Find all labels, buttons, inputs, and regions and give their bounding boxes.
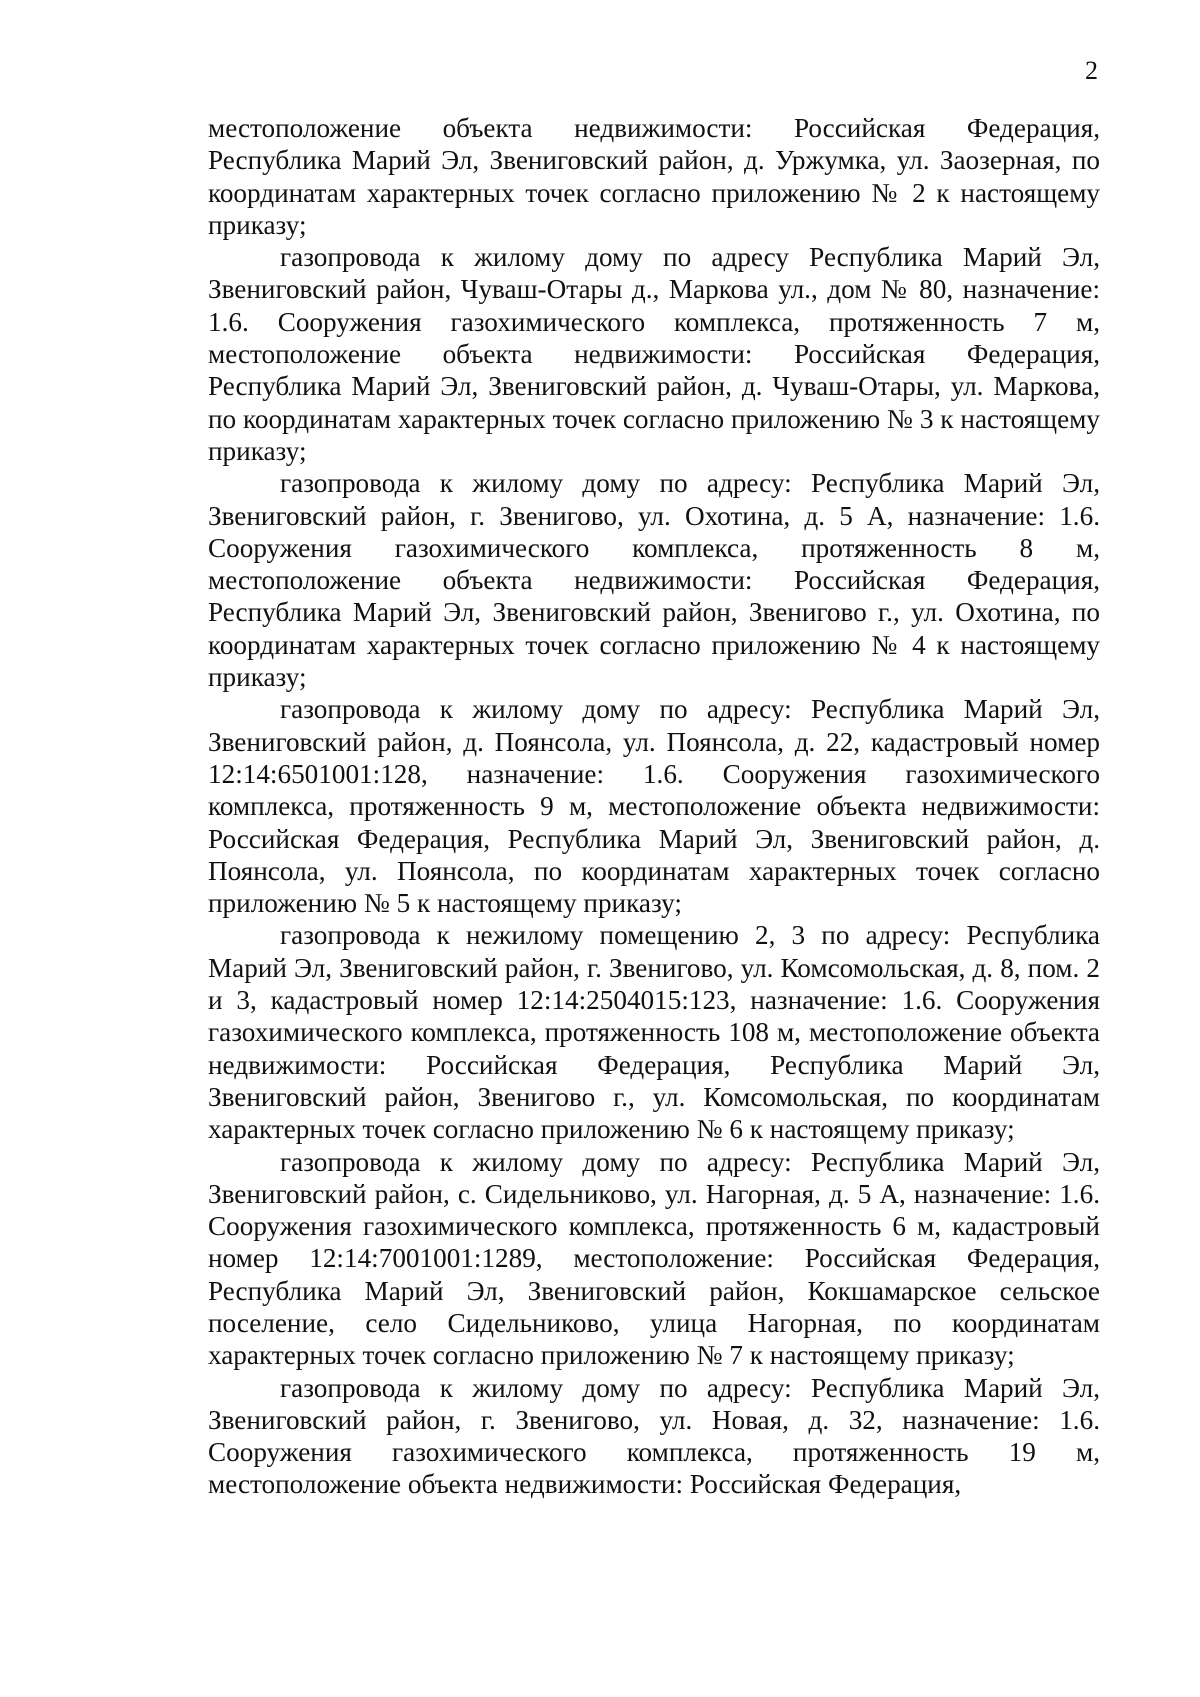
document-body (208, 112, 1100, 1501)
paragraph-location-urzhumka: местоположение объекта недвижимости: Российская Федерация, Республика Марий Эл, Звениговский район, д. Уржумка, ул. Заозерная, по координатам характерных точек согласно приложению № 2 к настоящему приказу; (208, 113, 1100, 240)
paragraph-gas-pipeline-chuvash-otary: газопровода к жилому дому по адресу Республика Марий Эл, Звениговский район, Чуваш-Отары д., Маркова ул., дом № 80, назначение: 1.6. Сооружения газохимического комплекса, протяженность 7 м, местоположение объекта недвижимости: Российская Федерация, Республика Марий Эл, Звениговский район, д. Чуваш-Отары, ул. Маркова, по координатам характерных точек согласно приложению № 3 к настоящему приказу; (208, 242, 1100, 466)
paragraph-gas-pipeline-okhotina: газопровода к жилому дому по адресу: Республика Марий Эл, Звениговский район, г. Звенигово, ул. Охотина, д. 5 А, назначение: 1.6. Сооружения газохимического комплекса, протяженность 8 м, местоположение объекта недвижимости: Российская Федерация, Республика Марий Эл, Звениговский район, Звенигово г., ул. Охотина, по координатам характерных точек согласно приложению № 4 к настоящему приказу; (208, 468, 1100, 693)
page-number: 2 (1085, 56, 1098, 85)
paragraph-gas-pipeline-novaya: газопровода к жилому дому по адресу: Республика Марий Эл, Звениговский район, г. Звенигово, ул. Новая, д. 32, назначение: 1.6. Сооружения газохимического комплекса, протяженность 19 м, местоположение объекта недвижимости: Российская Федерация, (208, 1372, 1100, 1500)
paragraph-gas-pipeline-sidelnikovo: газопровода к жилому дому по адресу: Республика Марий Эл, Звениговский район, с. Сидельниково, ул. Нагорная, д. 5 А, назначение: 1.6. Сооружения газохимического комплекса, протяженность 6 м, кадастровый номер 12:14:7001001:1289, местоположение: Российская Федерация, Республика Марий Эл, Звениговский район, Кокшамарское сельское поселение, село Сидельниково, улица Нагорная, по координатам характерных точек согласно приложению № 7 к настоящему приказу; (208, 1146, 1100, 1371)
paragraph-gas-pipeline-poyansola: газопровода к жилому дому по адресу: Республика Марий Эл, Звениговский район, д. Поянсола, ул. Поянсола, д. 22, кадастровый номер 12:14:6501001:128, назначение: 1.6. Сооружения газохимического комплекса, протяженность 9 м, местоположение объекта недвижимости: Российская Федерация, Республика Марий Эл, Звениговский район, д. Поянсола, ул. Поянсола, по координатам характерных точек согласно приложению № 5 к настоящему приказу; (208, 694, 1100, 919)
paragraph-gas-pipeline-komsomolskaya: газопровода к нежилому помещению 2, 3 по адресу: Республика Марий Эл, Звениговский район, г. Звенигово, ул. Комсомольская, д. 8, пом. 2 и 3, кадастровый номер 12:14:2504015:123, назначение: 1.6. Сооружения газохимического комплекса, протяженность 108 м, местоположение объекта недвижимости: Российская Федерация, Республика Марий Эл, Звениговский район, Звенигово г., ул. Комсомольская, по координатам характерных точек согласно приложению № 6 к настоящему приказу; (208, 920, 1100, 1145)
